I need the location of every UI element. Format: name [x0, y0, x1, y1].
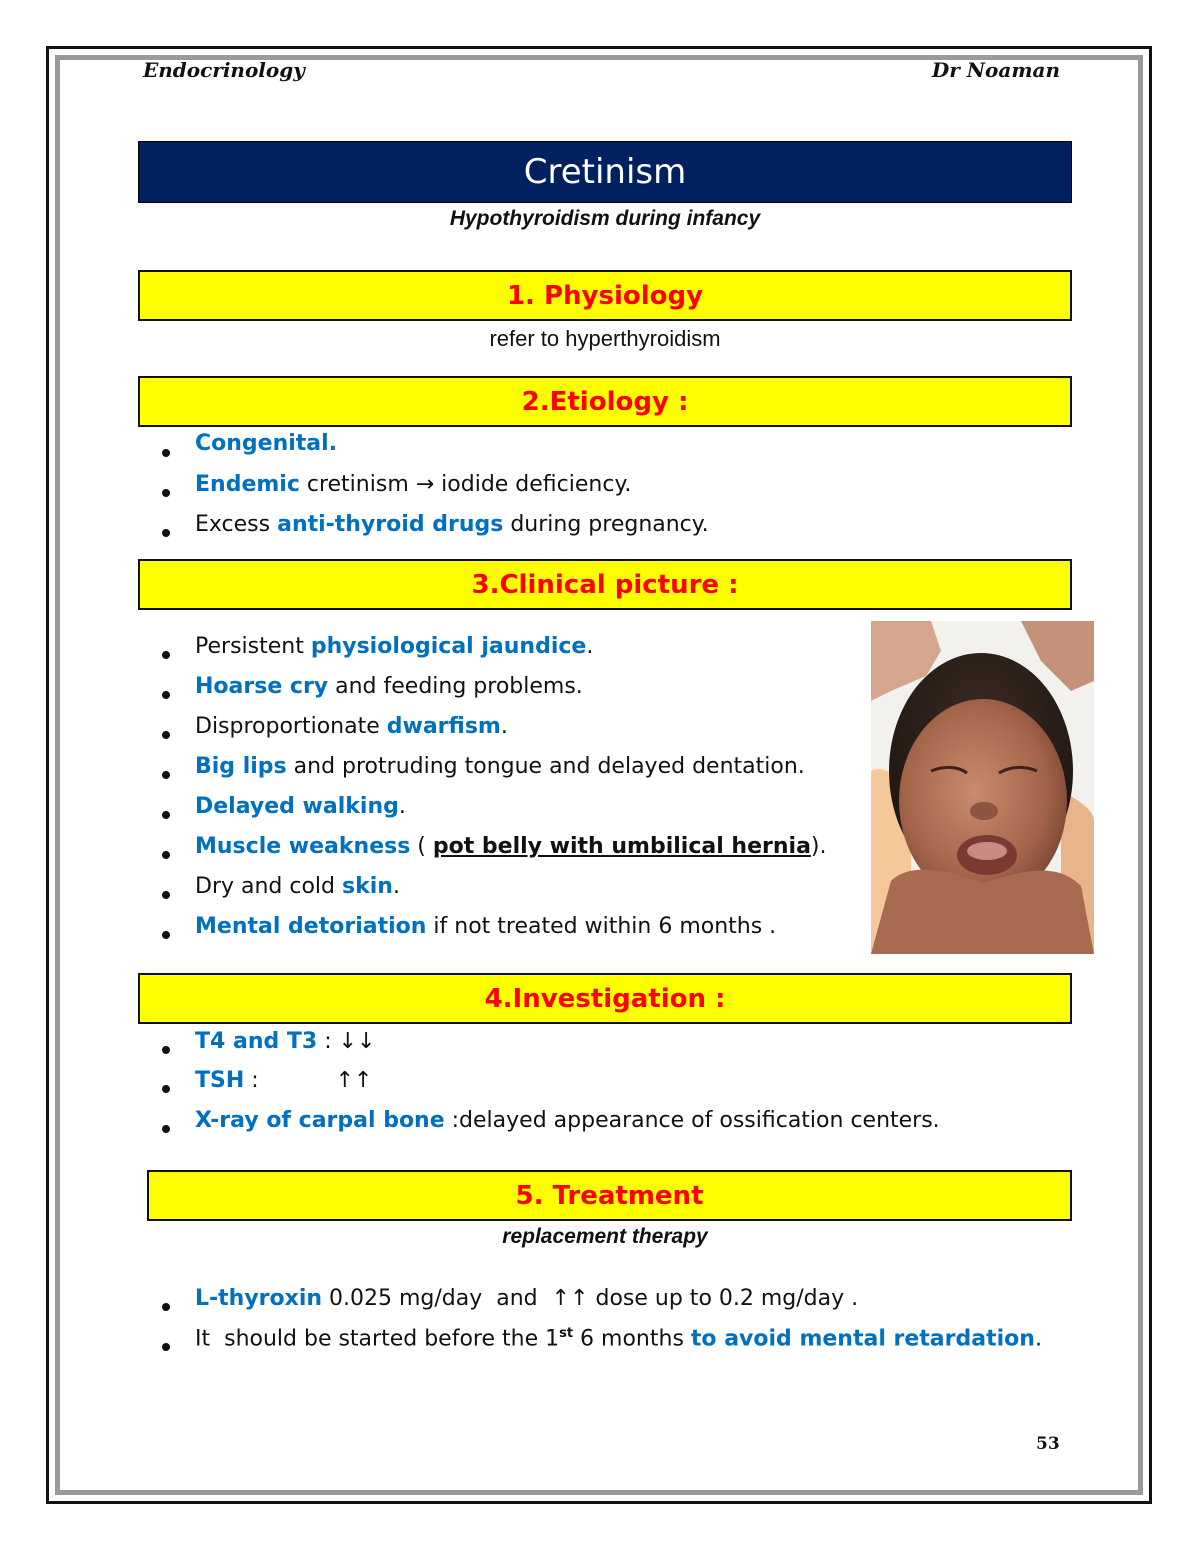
bullet-icon [162, 1125, 170, 1133]
infant-photo [871, 621, 1094, 954]
section-etiology-title: 2.Etiology : [521, 386, 689, 417]
list-item: Congenital. [160, 431, 709, 472]
treatment-subtitle: replacement therapy [502, 1225, 708, 1248]
header-subject: Endocrinology [143, 58, 305, 82]
list-item: Big lips and protruding tongue and delayed dentation. [160, 754, 827, 794]
list-item: Hoarse cry and feeding problems. [160, 674, 827, 714]
bullet-icon [162, 931, 170, 939]
list-item: Persistent physiological jaundice. [160, 634, 827, 674]
title-banner [138, 141, 1072, 203]
infant-illustration [871, 621, 1094, 954]
page-subtitle: Hypothyroidism during infancy [449, 207, 761, 230]
page-number: 53 [1036, 1434, 1060, 1454]
section-physiology-title: 1. Physiology [506, 280, 704, 311]
bullet-icon [162, 811, 170, 819]
page-title: Cretinism [523, 152, 687, 192]
section-clinical-title: 3.Clinical picture : [471, 569, 739, 600]
bullet-icon [162, 1303, 170, 1311]
section-clinical-header [138, 559, 1072, 610]
bullet-icon [162, 731, 170, 739]
list-item: Excess anti-thyroid drugs during pregnancy. [160, 512, 709, 552]
bullet-icon [162, 1046, 170, 1054]
etiology-list [160, 431, 709, 552]
section-investigation-header [138, 973, 1072, 1024]
section-treatment-header [147, 1170, 1072, 1221]
header-author: Dr Noaman [931, 58, 1060, 82]
clinical-list [160, 634, 827, 954]
list-item: T4 and T3 : ↓↓ [160, 1029, 940, 1068]
list-item: L-thyroxin 0.025 mg/day and ↑↑ dose up to 0.2 mg/day . [160, 1286, 1042, 1326]
list-item: Disproportionate dwarfism. [160, 714, 827, 754]
bullet-icon [162, 651, 170, 659]
section-treatment-title: 5. Treatment [515, 1180, 704, 1211]
bullet-icon [162, 529, 170, 537]
section-physiology-header [138, 270, 1072, 321]
physiology-text: refer to hyperthyroidism [489, 326, 721, 351]
bullet-icon [162, 489, 170, 497]
bullet-icon [162, 691, 170, 699]
list-item: It should be started before the 1st 6 months to avoid mental retardation. [160, 1326, 1042, 1366]
investigation-list [160, 1029, 940, 1148]
list-item: Mental detoriation if not treated within 6 months . [160, 914, 827, 954]
list-item: Muscle weakness ( pot belly with umbilical hernia). [160, 834, 827, 874]
bullet-icon [162, 1085, 170, 1093]
list-item: X-ray of carpal bone :delayed appearance of ossification centers. [160, 1108, 940, 1148]
bullet-icon [162, 1343, 170, 1351]
list-item: Dry and cold skin. [160, 874, 827, 914]
bullet-icon [162, 771, 170, 779]
bullet-icon [162, 449, 170, 457]
list-item: TSH : ↑↑ [160, 1068, 940, 1108]
section-etiology-header [138, 376, 1072, 427]
bullet-icon [162, 851, 170, 859]
section-investigation-title: 4.Investigation : [484, 983, 726, 1014]
list-item: Delayed walking. [160, 794, 827, 834]
list-item: Endemic cretinism → iodide deficiency. [160, 472, 709, 512]
bullet-icon [162, 891, 170, 899]
treatment-list [160, 1286, 1042, 1366]
